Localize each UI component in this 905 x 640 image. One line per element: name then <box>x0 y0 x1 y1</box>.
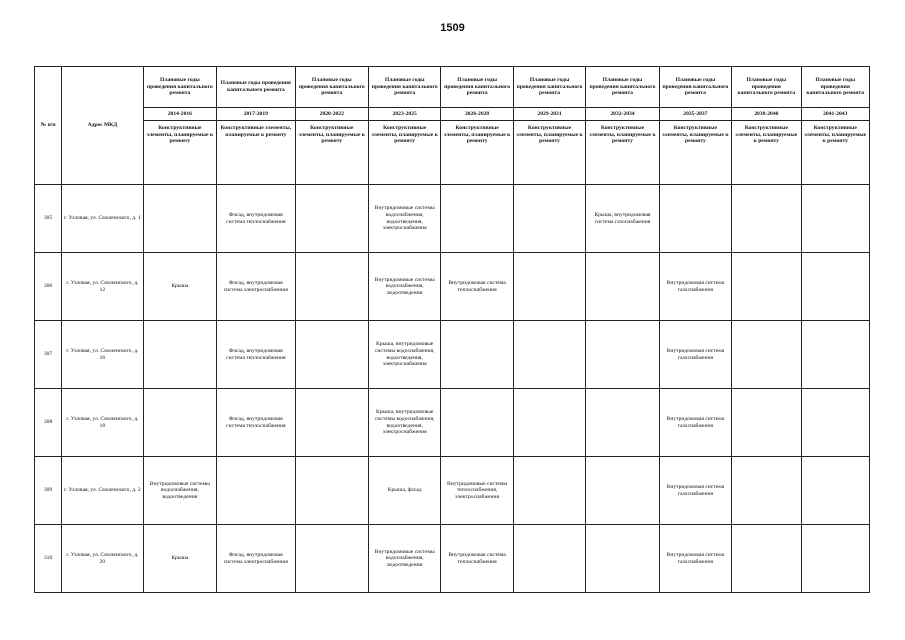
repair-elements-cell <box>143 321 216 389</box>
repair-elements-cell: Внутридомовые системы водоснабжения, водоотведения, электроснабжения <box>368 185 440 253</box>
repair-elements-cell <box>801 185 869 253</box>
period-title: Плановые годы проведения капитального ремонта <box>586 67 659 108</box>
repair-elements-cell: Крыша <box>143 525 216 593</box>
repair-elements-cell <box>513 321 585 389</box>
repair-elements-cell <box>513 185 585 253</box>
period-elements-label: Конструктивные элементы, планируемые к ремонту <box>801 121 869 185</box>
repair-elements-cell: Внутридомовые системы водоснабжения, водоотведения <box>368 253 440 321</box>
period-title: Плановые годы проведения капитального ремонта <box>368 67 440 108</box>
repair-elements-cell <box>513 457 585 525</box>
row-number: 307 <box>35 321 62 389</box>
repair-elements-cell <box>513 253 585 321</box>
repair-elements-cell <box>295 185 368 253</box>
repair-elements-cell <box>801 525 869 593</box>
period-elements-label: Конструктивные элементы, планируемые к ремонту <box>659 121 731 185</box>
row-address: г. Узловая, ул. Смоленского, д. 20 <box>62 525 143 593</box>
period-elements-label: Конструктивные элементы, планируемые к ремонту <box>513 121 585 185</box>
period-elements-label: Конструктивные элементы, планируемые к ремонту <box>143 121 216 185</box>
repair-elements-cell: Внутридомовые системы водоснабжения, водоотведения <box>143 457 216 525</box>
capital-repair-plan-table <box>34 66 870 593</box>
period-elements-label: Конструктивные элементы, планируемые к ремонту <box>217 121 295 185</box>
period-title: Плановые годы проведения капитального ремонта <box>513 67 585 108</box>
table-row <box>35 321 870 389</box>
repair-elements-cell <box>732 525 801 593</box>
period-years: 2032-2034 <box>586 108 659 121</box>
repair-elements-cell <box>732 457 801 525</box>
repair-elements-cell: Внутридомовая система теплоснабжения <box>441 253 513 321</box>
repair-elements-cell: Внутридомовая система газоснабжения <box>659 457 731 525</box>
table-row <box>35 389 870 457</box>
repair-elements-cell: Фасад, внутридомовая система теплоснабжения <box>217 389 295 457</box>
repair-elements-cell: Внутридомовые системы теплоснабжения, электроснабжения <box>441 457 513 525</box>
repair-elements-cell <box>295 525 368 593</box>
period-years: 2041-2043 <box>801 108 869 121</box>
repair-elements-cell <box>586 389 659 457</box>
repair-elements-cell <box>801 253 869 321</box>
row-number: 305 <box>35 185 62 253</box>
period-elements-label: Конструктивные элементы, планируемые к ремонту <box>586 121 659 185</box>
repair-elements-cell <box>586 525 659 593</box>
repair-elements-cell: Фасад, внутридомовая система электроснабжения <box>217 525 295 593</box>
table-row <box>35 185 870 253</box>
repair-elements-cell: Фасад, внутридомовая система электроснабжения <box>217 253 295 321</box>
column-header-address: Адрес МКД <box>62 67 143 185</box>
period-years: 2014-2016 <box>143 108 216 121</box>
period-years: 2029-2031 <box>513 108 585 121</box>
period-title: Плановые годы проведения капитального ремонта <box>659 67 731 108</box>
row-address: г. Узловая, ул. Смоленского, д. 1 <box>62 185 143 253</box>
row-number: 309 <box>35 457 62 525</box>
row-number: 308 <box>35 389 62 457</box>
period-title: Плановые годы проведения капитального ремонта <box>217 67 295 108</box>
row-number: 310 <box>35 525 62 593</box>
row-address: г. Узловая, ул. Смоленского, д. 18 <box>62 389 143 457</box>
repair-elements-cell: Внутридомовая система газоснабжения <box>659 321 731 389</box>
repair-elements-cell: Крыша, внутридомовые системы водоснабжения, водоотведения, электроснабжения <box>368 389 440 457</box>
repair-elements-cell <box>143 185 216 253</box>
repair-elements-cell: Внутридомовая система газоснабжения <box>659 253 731 321</box>
table-row <box>35 525 870 593</box>
period-years: 2020-2022 <box>295 108 368 121</box>
column-header-number: № п/п <box>35 67 62 185</box>
period-title: Плановые годы проведения капитального ремонта <box>295 67 368 108</box>
period-elements-label: Конструктивные элементы, планируемые к ремонту <box>441 121 513 185</box>
period-elements-label: Конструктивные элементы, планируемые к ремонту <box>295 121 368 185</box>
period-title: Плановые годы проведения капитального ремонта <box>441 67 513 108</box>
repair-elements-cell <box>441 321 513 389</box>
repair-elements-cell: Крыша, внутридомовые системы водоснабжения, водоотведения, электроснабжения <box>368 321 440 389</box>
repair-elements-cell <box>295 253 368 321</box>
repair-elements-cell <box>295 457 368 525</box>
repair-elements-cell <box>513 525 585 593</box>
repair-elements-cell: Фасад, внутридомовая система теплоснабжения <box>217 321 295 389</box>
row-address: г. Узловая, ул. Смоленского, д. 16 <box>62 321 143 389</box>
repair-elements-cell <box>801 389 869 457</box>
page-number: 1509 <box>440 22 465 34</box>
period-years: 2035-2037 <box>659 108 731 121</box>
repair-elements-cell <box>295 321 368 389</box>
period-title: Плановые годы проведения капитального ремонта <box>732 67 801 108</box>
repair-elements-cell: Крыша <box>143 253 216 321</box>
period-years: 2017-2019 <box>217 108 295 121</box>
table-row <box>35 457 870 525</box>
repair-elements-cell: Внутридомовая система газоснабжения <box>659 525 731 593</box>
repair-elements-cell <box>586 321 659 389</box>
period-years: 2023-2025 <box>368 108 440 121</box>
repair-elements-cell: Крыша, внутридомовая система газоснабжения <box>586 185 659 253</box>
repair-elements-cell <box>801 321 869 389</box>
row-number: 306 <box>35 253 62 321</box>
repair-elements-cell <box>732 321 801 389</box>
repair-elements-cell: Внутридомовая система газоснабжения <box>659 389 731 457</box>
repair-elements-cell: Внутридомовые системы водоснабжения, водоотведения <box>368 525 440 593</box>
repair-elements-cell <box>441 389 513 457</box>
repair-elements-cell <box>801 457 869 525</box>
repair-elements-cell: Внутридомовая система теплоснабжения <box>441 525 513 593</box>
repair-elements-cell <box>295 389 368 457</box>
repair-elements-cell <box>217 457 295 525</box>
repair-elements-cell <box>732 185 801 253</box>
repair-elements-cell <box>586 457 659 525</box>
period-elements-label: Конструктивные элементы, планируемые к ремонту <box>732 121 801 185</box>
repair-elements-cell: Крыша, фасад <box>368 457 440 525</box>
repair-elements-cell <box>732 389 801 457</box>
row-address: г. Узловая, ул. Смоленского, д. 12 <box>62 253 143 321</box>
period-elements-label: Конструктивные элементы, планируемые к ремонту <box>368 121 440 185</box>
repair-elements-cell <box>143 389 216 457</box>
repair-elements-cell <box>659 185 731 253</box>
repair-elements-cell: Фасад, внутридомовая система теплоснабжения <box>217 185 295 253</box>
period-years: 2026-2028 <box>441 108 513 121</box>
row-address: г. Узловая, ул. Смоленского, д. 2 <box>62 457 143 525</box>
period-title: Плановые годы проведения капитального ремонта <box>801 67 869 108</box>
table-row <box>35 253 870 321</box>
period-title: Плановые годы проведения капитального ремонта <box>143 67 216 108</box>
repair-elements-cell <box>732 253 801 321</box>
repair-elements-cell <box>441 185 513 253</box>
period-years: 2038-2040 <box>732 108 801 121</box>
repair-elements-cell <box>586 253 659 321</box>
repair-elements-cell <box>513 389 585 457</box>
